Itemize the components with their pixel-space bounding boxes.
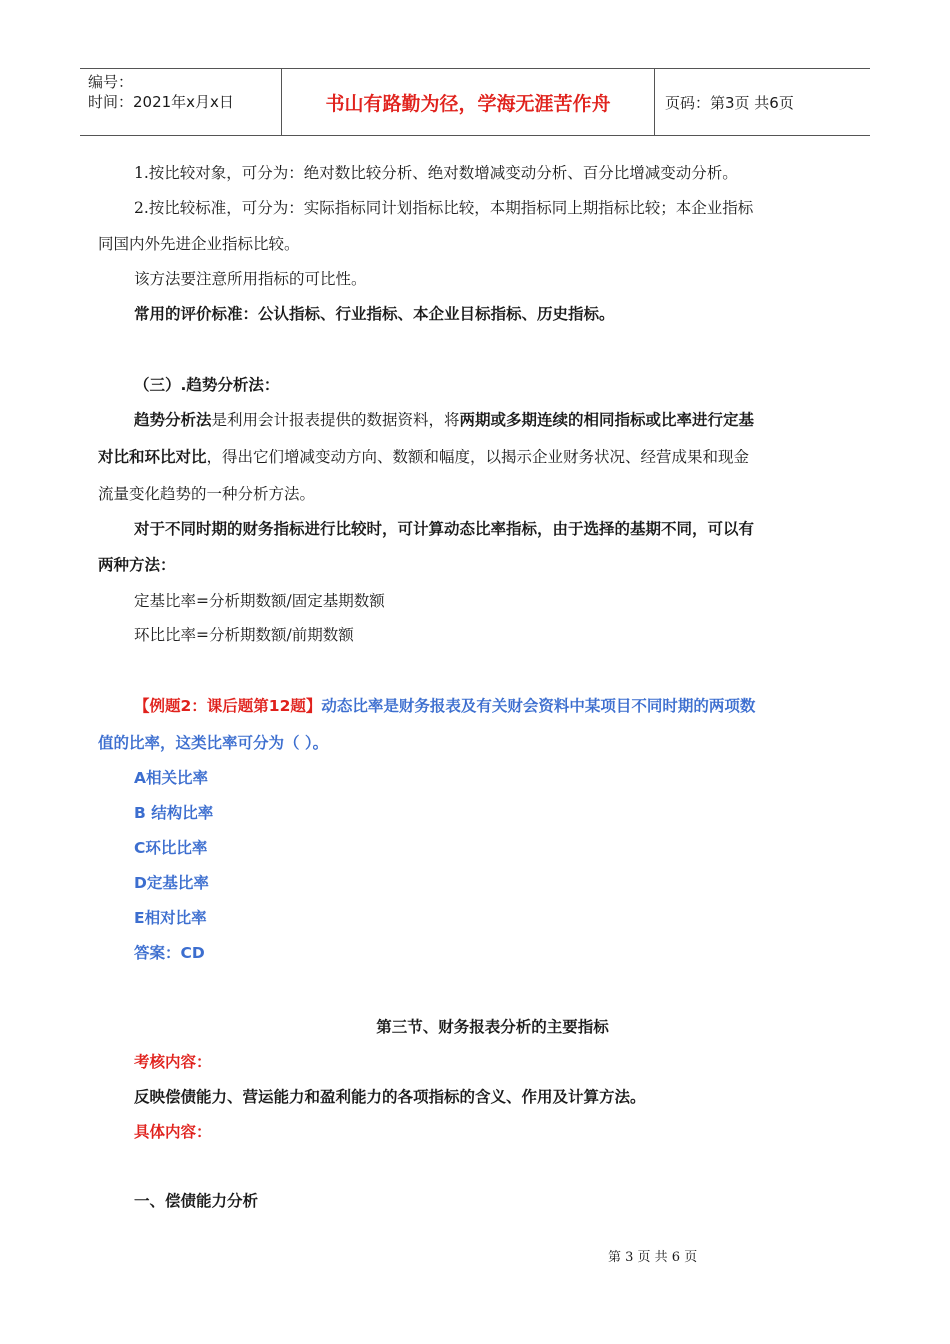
detail-label: 具体内容： <box>134 1123 212 1141</box>
example-option-c: C环比比率 <box>134 839 208 857</box>
example-question-text: 动态比率是财务报表及有关财会资料中某项目不同时期的两项数 <box>321 697 756 715</box>
example-option-e: E相对比率 <box>134 909 207 927</box>
paragraph-comparability: 该方法要注意所用指标的可比性。 <box>134 270 367 288</box>
term-trend-analysis: 趋势分析法 <box>134 411 212 429</box>
paragraph-evaluation-standards: 常用的评价标准：公认指标、行业指标、本企业目标指标、历史指标。 <box>134 305 615 323</box>
paragraph-trend-line1 <box>134 409 754 431</box>
term-base-and-chain: 对比和环比对比 <box>98 448 207 466</box>
header-page-info: 页码：第3页 共6页 <box>665 93 794 112</box>
page-header <box>80 68 870 136</box>
header-time: 时间：2021年x月x日 <box>88 93 234 111</box>
example-tag: 【例题2：课后题第12题】 <box>134 697 322 715</box>
section-title: 第三节、财务报表分析的主要指标 <box>376 1018 609 1036</box>
paragraph-dynamic-ratio: 对于不同时期的财务指标进行比较时，可计算动态比率指标，由于选择的基期不同，可以有 <box>134 520 755 538</box>
text-trend-line2: ，得出它们增减变动方向、数额和幅度，以揭示企业财务状况、经营成果和现金 <box>206 448 750 466</box>
paragraph-compare-object: 1.按比较对象，可分为：绝对数比较分析、绝对数增减变动分析、百分比增减变动分析。 <box>134 164 738 182</box>
example-question-line2: 值的比率，这类比率可分为（ ）。 <box>98 734 329 752</box>
term-consecutive-periods: 两期或多期连续的相同指标或比率进行定基 <box>459 411 755 429</box>
header-motto: 书山有路勤为径，学海无涯苦作舟 <box>282 69 655 135</box>
formula-chain-ratio: 环比比率=分析期数额/前期数额 <box>134 626 354 644</box>
assess-label: 考核内容： <box>134 1053 212 1071</box>
text-trend-line1: 是利用会计报表提供的数据资料，将 <box>211 411 460 429</box>
subsection-solvency: 一、偿债能力分析 <box>134 1192 259 1210</box>
header-meta <box>80 69 282 135</box>
heading-trend-analysis: （三）.趋势分析法： <box>134 376 280 394</box>
example-answer: 答案：CD <box>134 944 205 962</box>
example-question-line1 <box>134 695 755 717</box>
example-option-a: A相关比率 <box>134 769 208 787</box>
example-option-b: B 结构比率 <box>134 804 214 822</box>
example-option-d: D定基比率 <box>134 874 209 892</box>
paragraph-trend-line2 <box>98 446 749 468</box>
paragraph-compare-standard: 2.按比较标准，可分为：实际指标同计划指标比较，本期指标同上期指标比较；本企业指标 <box>134 199 754 217</box>
paragraph-two-methods: 两种方法： <box>98 556 176 574</box>
header-code: 编号： <box>88 73 134 91</box>
formula-fixed-base-ratio: 定基比率=分析期数额/固定基期数额 <box>134 592 385 610</box>
assess-text: 反映偿债能力、营运能力和盈利能力的各项指标的含义、作用及计算方法。 <box>134 1088 646 1106</box>
paragraph-compare-standard-cont: 同国内外先进企业指标比较。 <box>98 235 300 253</box>
paragraph-trend-line3: 流量变化趋势的一种分析方法。 <box>98 485 316 503</box>
page-footer: 第 3 页 共 6 页 <box>608 1250 698 1265</box>
